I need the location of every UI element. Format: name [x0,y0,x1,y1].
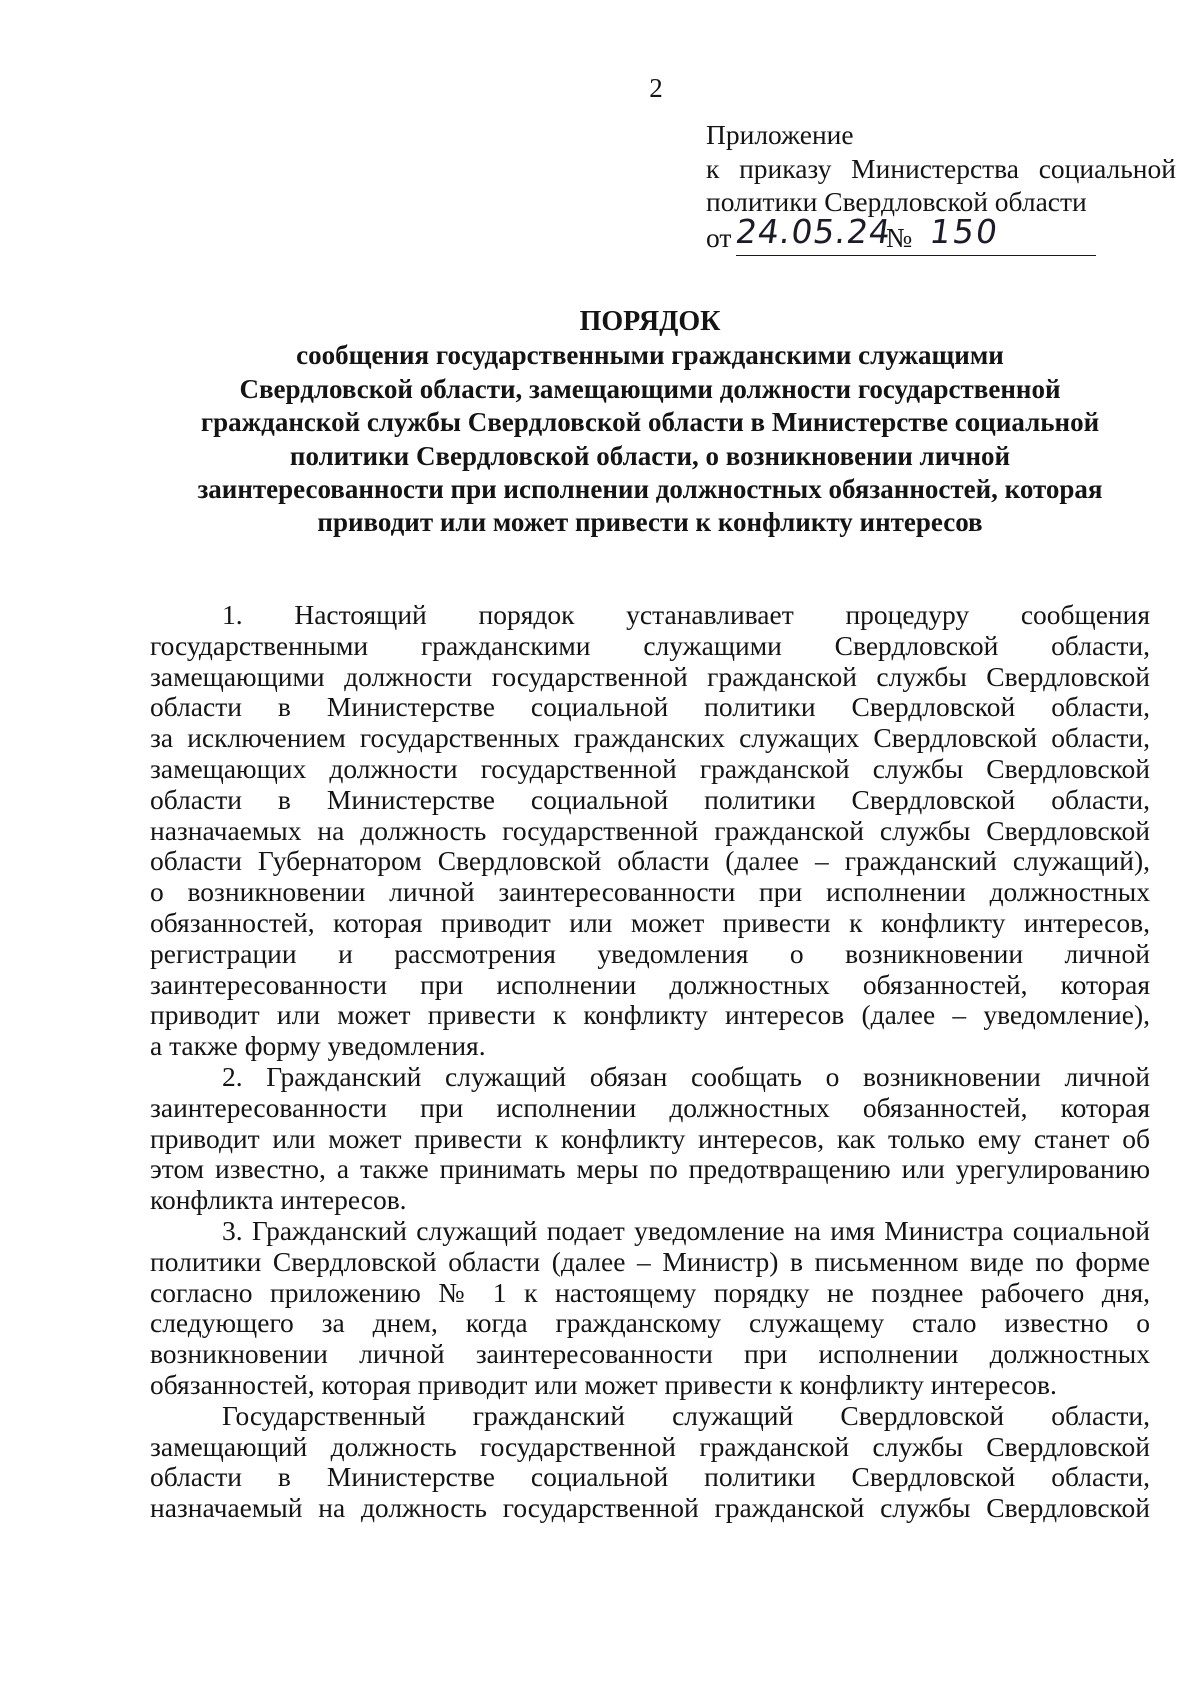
body-line: государственными гражданскими служащими Свердловской области, [150,629,1150,661]
body-line: 2. Гражданский служащий обязан сообщать о возникновении личной [222,1060,1150,1092]
order-date-number-line [706,211,1176,257]
body-line: заинтересованности при исполнении должностных обязанностей, которая [150,1091,1150,1123]
body-line: регистрации и рассмотрения уведомления о возникновении личной [150,937,1150,969]
body-line: области в Министерстве социальной политики Свердловской области, [150,1461,1150,1493]
body-line: политики Свердловской области (далее – Министр) в письменном виде по форме [150,1245,1150,1277]
body-line: этом известно, а также принимать меры по предотвращению или урегулированию [150,1153,1150,1185]
body-line: согласно приложению № 1 к настоящему порядку не позднее рабочего дня, [150,1276,1150,1308]
body-line: заинтересованности при исполнении должностных обязанностей, которая [150,968,1150,1000]
body-line: области Губернатором Свердловской области (далее – гражданский служащий), [150,845,1150,877]
title-line: сообщения государственными гражданскими служащими [296,340,1004,371]
body-line: обязанностей, которая приводит или может привести к конфликту интересов, [150,906,1150,938]
document-body [150,600,1150,1524]
body-line: возникновении личной заинтересованности при исполнении должностных [150,1338,1150,1370]
appendix-line: Приложение [706,119,854,150]
body-line: замещающими должности государственной гражданской службы Свердловской [150,660,1150,692]
body-line: обязанностей, которая приводит или может привести к конфликту интересов. [150,1368,1057,1400]
appendix-line: политики Свердловской области [706,186,1087,217]
body-line: области в Министерстве социальной политики Свердловской области, [150,783,1150,815]
body-line: замещающий должность государственной гражданской службы Свердловской [150,1430,1150,1462]
title-line: заинтересованности при исполнении должностных обязанностей, которая [197,474,1103,505]
body-line: 1. Настоящий порядок устанавливает процедуру сообщения [222,599,1150,630]
page-number: 2 [649,73,663,103]
appendix-block [706,118,1176,257]
date-prefix: от [706,221,732,253]
body-line: а также форму уведомления. [150,1030,486,1062]
document-title [150,305,1150,540]
paragraph-1 [150,600,1150,1062]
paragraph-2 [150,1062,1150,1216]
body-line: назначаемый на должность государственной гражданской службы Свердловской [150,1492,1150,1524]
body-line: приводит или может привести к конфликту интересов, как только ему станет об [150,1122,1150,1154]
signature-underline [736,255,1096,256]
paragraph-4 [150,1401,1150,1524]
body-line: области в Министерстве социальной политики Свердловской области, [150,691,1150,723]
body-line: о возникновении личной заинтересованности при исполнении должностных [150,876,1150,908]
appendix-line: к приказу Министерства социальной [706,152,1176,184]
handwritten-number: 150 [927,211,1002,251]
number-label: № [886,221,913,253]
title-line: Свердловской области, замещающими должности государственной [239,373,1061,404]
body-line: замещающих должности государственной гражданской службы Свердловской [150,752,1150,784]
title-line: политики Свердловской области, о возникновении личной [289,440,1011,471]
title-line: гражданской службы Свердловской области в Министерстве социальной [200,407,1100,438]
handwritten-date: 24.05.24 [733,211,894,251]
body-line: назначаемых на должность государственной гражданской службы Свердловской [150,814,1150,846]
body-line: конфликта интересов. [150,1184,407,1216]
title-heading: ПОРЯДОК [579,306,721,337]
paragraph-3 [150,1216,1150,1401]
body-line: за исключением государственных гражданских служащих Свердловской области, [150,722,1150,754]
body-line: следующего за днем, когда гражданскому служащему стало известно о [150,1307,1150,1339]
title-line: приводит или может привести к конфликту интересов [317,507,983,538]
body-line: 3. Гражданский служащий подает уведомление на имя Министра социальной [222,1214,1150,1246]
body-line: Государственный гражданский служащий Свердловской области, [222,1399,1150,1431]
body-line: приводит или может привести к конфликту интересов (далее – уведомление), [150,999,1150,1031]
